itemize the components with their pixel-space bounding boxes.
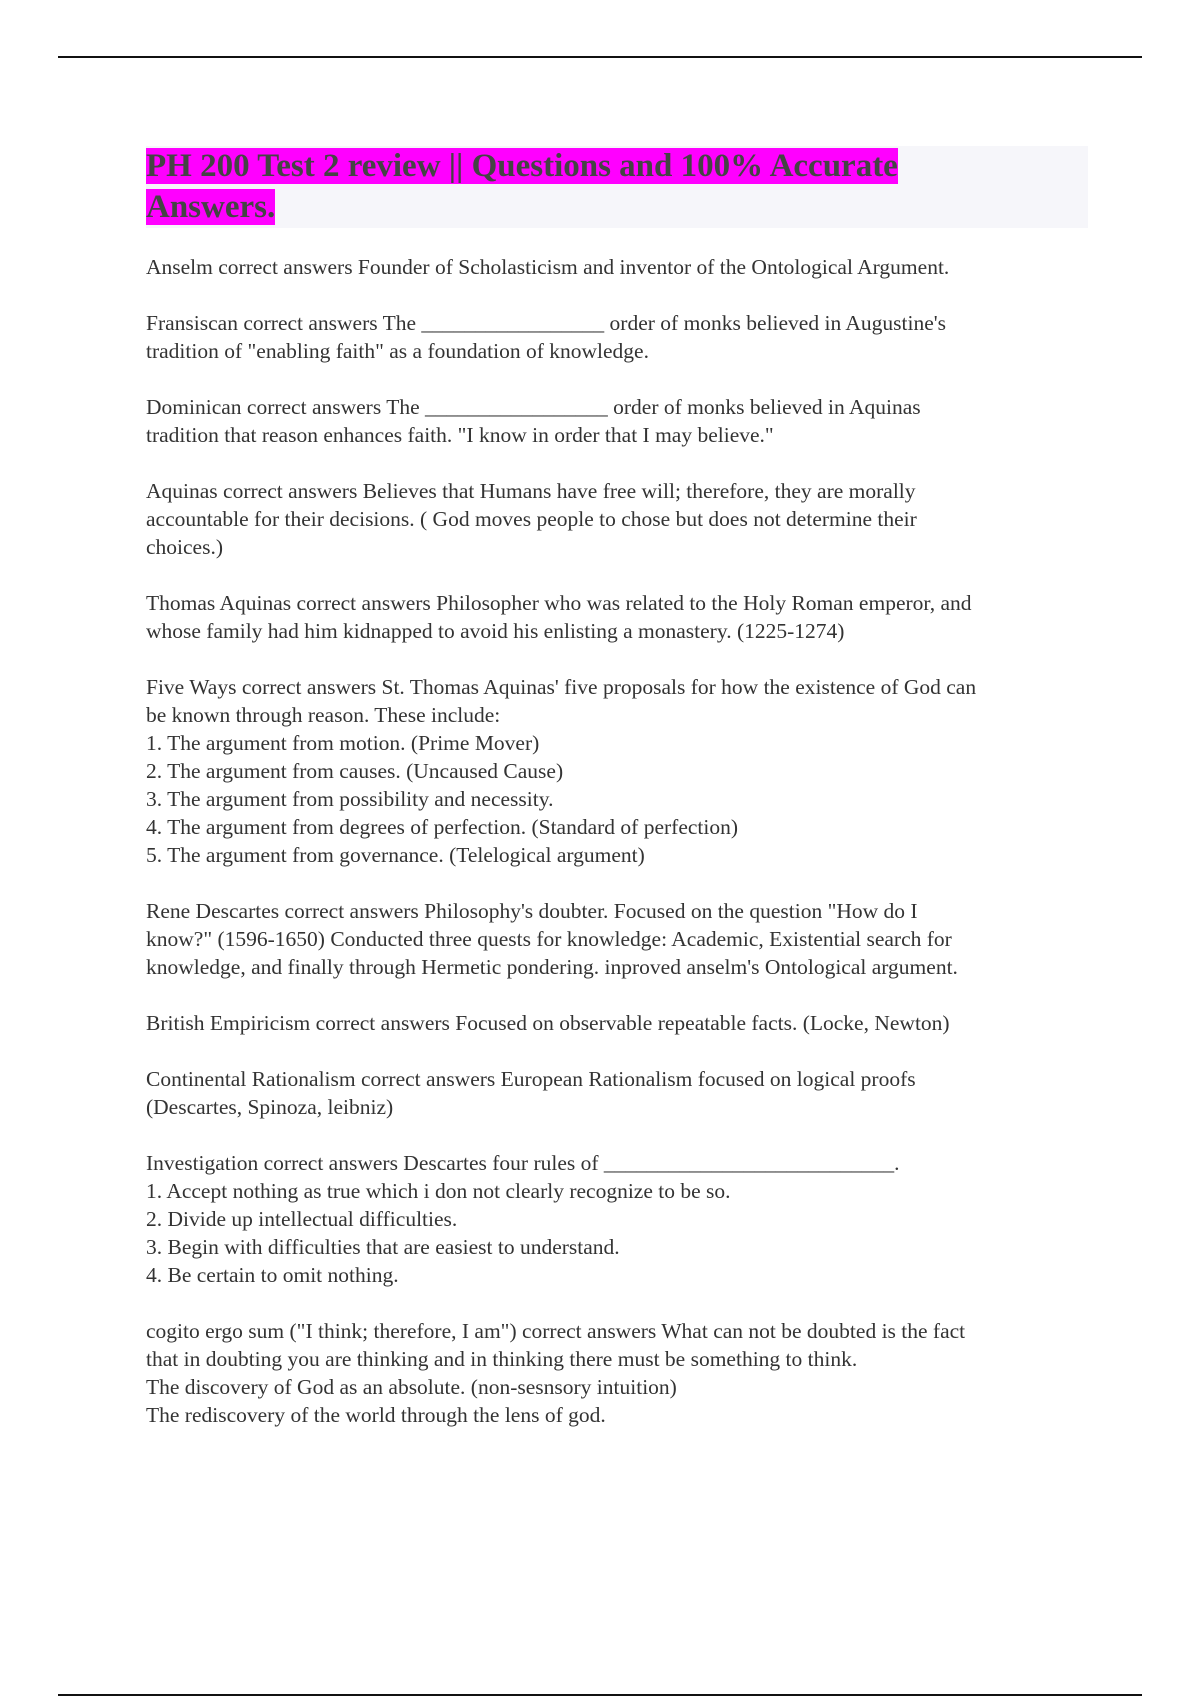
qa-entry xyxy=(146,1149,1096,1289)
qa-line: Anselm correct answers Founder of Scholasticism and inventor of the Ontological Argument. xyxy=(146,255,950,279)
qa-line: whose family had him kidnapped to avoid his enlisting a monastery. (1225-1274) xyxy=(146,619,845,643)
qa-entry xyxy=(146,673,1096,869)
qa-line: British Empiricism correct answers Focused on observable repeatable facts. (Locke, Newton) xyxy=(146,1011,950,1035)
qa-line: The rediscovery of the world through the lens of god. xyxy=(146,1403,606,1427)
document-title xyxy=(146,146,966,228)
qa-line: Aquinas correct answers Believes that Humans have free will; therefore, they are morally xyxy=(146,479,916,503)
qa-line: accountable for their decisions. ( God moves people to chose but does not determine their xyxy=(146,507,917,531)
qa-line: 5. The argument from governance. (Telelogical argument) xyxy=(146,843,645,867)
bottom-rule xyxy=(58,1694,1142,1696)
qa-line: 2. Divide up intellectual difficulties. xyxy=(146,1207,458,1231)
qa-entry xyxy=(146,477,1096,561)
qa-line: tradition that reason enhances faith. "I know in order that I may believe." xyxy=(146,423,774,447)
qa-line: 3. The argument from possibility and necessity. xyxy=(146,787,554,811)
qa-line: tradition of "enabling faith" as a foundation of knowledge. xyxy=(146,339,649,363)
qa-line: 4. The argument from degrees of perfection. (Standard of perfection) xyxy=(146,815,739,839)
qa-entry xyxy=(146,589,1096,645)
qa-line: knowledge, and finally through Hermetic pondering. inproved anselm's Ontological argument. xyxy=(146,955,958,979)
qa-line: be known through reason. These include: xyxy=(146,703,501,727)
qa-line: 1. Accept nothing as true which i don not clearly recognize to be so. xyxy=(146,1179,731,1203)
qa-entry xyxy=(146,897,1096,981)
qa-line: know?" (1596-1650) Conducted three quests for knowledge: Academic, Existential search for xyxy=(146,927,952,951)
qa-content xyxy=(146,253,1096,1457)
qa-entry xyxy=(146,309,1096,365)
qa-line: Investigation correct answers Descartes four rules of ___________________________. xyxy=(146,1151,900,1175)
qa-line: cogito ergo sum ("I think; therefore, I am") correct answers What can not be doubted is the fact xyxy=(146,1319,966,1343)
title-highlight: PH 200 Test 2 review || Questions and 100% Accurate Answers. xyxy=(146,148,898,225)
qa-line: 1. The argument from motion. (Prime Mover) xyxy=(146,731,540,755)
qa-line: Fransiscan correct answers The _________________ order of monks believed in Augustine's xyxy=(146,311,947,335)
qa-line: The discovery of God as an absolute. (non-sesnsory intuition) xyxy=(146,1375,677,1399)
qa-line: 3. Begin with difficulties that are easiest to understand. xyxy=(146,1235,620,1259)
qa-line: (Descartes, Spinoza, leibniz) xyxy=(146,1095,394,1119)
qa-entry xyxy=(146,1009,1096,1037)
qa-line: Five Ways correct answers St. Thomas Aquinas' five proposals for how the existence of God can xyxy=(146,675,977,699)
qa-entry xyxy=(146,393,1096,449)
top-rule xyxy=(58,56,1142,58)
qa-line: Thomas Aquinas correct answers Philosopher who was related to the Holy Roman emperor, and xyxy=(146,591,972,615)
qa-line: Rene Descartes correct answers Philosophy's doubter. Focused on the question "How do I xyxy=(146,899,918,923)
qa-line: Dominican correct answers The _________________ order of monks believed in Aquinas xyxy=(146,395,921,419)
qa-line: Continental Rationalism correct answers European Rationalism focused on logical proofs xyxy=(146,1067,916,1091)
qa-line: that in doubting you are thinking and in thinking there must be something to think. xyxy=(146,1347,858,1371)
qa-entry xyxy=(146,1317,1096,1429)
qa-line: choices.) xyxy=(146,535,224,559)
qa-line: 4. Be certain to omit nothing. xyxy=(146,1263,399,1287)
qa-entry xyxy=(146,1065,1096,1121)
qa-entry xyxy=(146,253,1096,281)
qa-line: 2. The argument from causes. (Uncaused Cause) xyxy=(146,759,564,783)
